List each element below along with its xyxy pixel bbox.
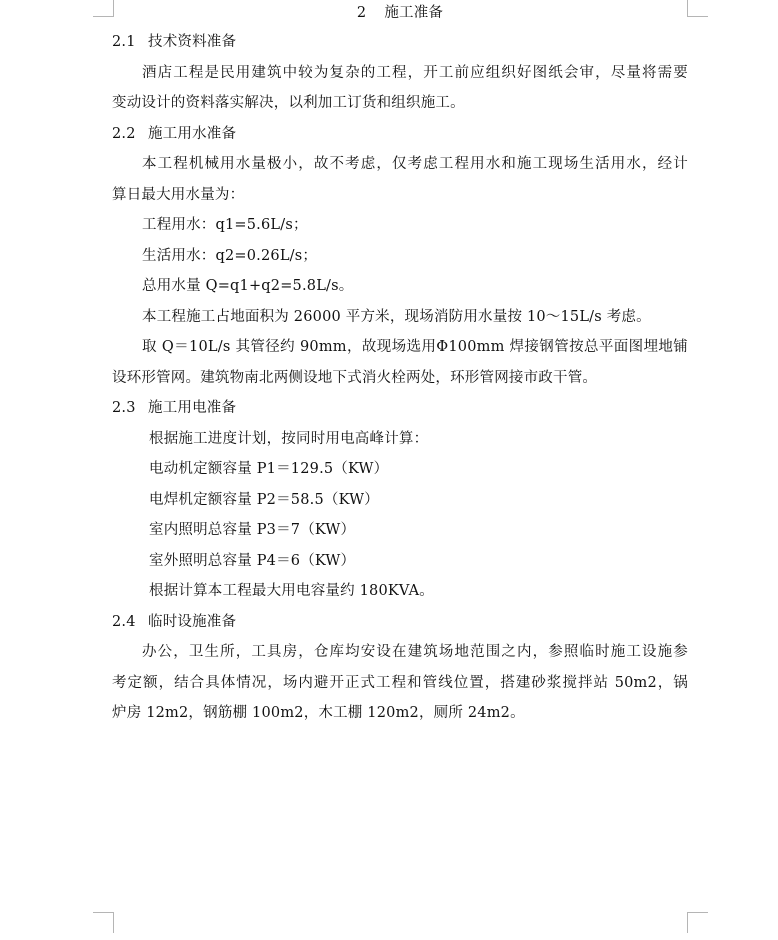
chapter-title-text: 施工准备	[384, 5, 444, 21]
chapter-title	[112, 0, 688, 26]
section-number: 2.2	[112, 125, 136, 142]
section-heading-2-3	[112, 393, 688, 424]
paragraph-line: 考定额，结合具体情况，场内避开正式工程和管线位置，搭建砂浆搅拌站 50m2，锅	[112, 674, 688, 691]
paragraph-line: 办公，卫生所，工具房，仓库均安设在建筑场地范围之内，参照临时施工设施参	[142, 644, 688, 660]
paragraph-line: 室外照明总容量 P4＝6（KW）	[149, 552, 356, 569]
crop-mark-bottom-right	[687, 912, 708, 933]
section-heading-2-4	[112, 607, 688, 638]
paragraph-line: 本工程机械用水量极小，故不考虑，仅考虑工程用水和施工现场生活用水，经计	[142, 156, 688, 172]
chapter-number: 2	[356, 5, 367, 21]
paragraph-line: 室内照明总容量 P3＝7（KW）	[149, 522, 356, 538]
paragraph-line: 炉房 12m2，钢筋棚 100m2，木工棚 120m2，厕所 24m2。	[112, 705, 525, 721]
section-heading-2-2	[112, 119, 688, 150]
paragraph-line: 根据计算本工程最大用电容量约 180KVA。	[149, 583, 434, 599]
section-title: 技术资料准备	[148, 34, 237, 50]
paragraph-line: 电动机定额容量 P1＝129.5（KW）	[149, 461, 389, 477]
section-number: 2.3	[112, 400, 136, 416]
section-title: 施工用电准备	[148, 400, 237, 416]
section-heading-2-1	[112, 27, 688, 58]
paragraph-line: 本工程施工占地面积为 26000 平方米，现场消防用水量按 10～15L/s 考虑。	[142, 308, 651, 325]
paragraph-line: 变动设计的资料落实解决，以利加工订货和组织施工。	[112, 95, 465, 111]
crop-mark-bottom-left	[93, 912, 114, 933]
paragraph-line: 生活用水：q2=0.26L/s；	[142, 247, 318, 264]
paragraph-line: 根据施工进度计划，按同时用电高峰计算：	[149, 430, 429, 447]
crop-mark-top-right	[687, 0, 708, 17]
document-body	[112, 0, 688, 729]
section-title: 临时设施准备	[148, 613, 237, 630]
paragraph-line: 设环形管网。建筑物南北两侧设地下式消火栓两处，环形管网接市政干管。	[112, 369, 598, 386]
paragraph-line: 总用水量 Q=q1+q2=5.8L/s。	[142, 278, 354, 294]
paragraph-line: 酒店工程是民用建筑中较为复杂的工程，开工前应组织好图纸会审，尽量将需要	[142, 64, 688, 81]
section-number: 2.1	[112, 34, 136, 50]
paragraph-line: 取 Q＝10L/s 其管径约 90mm，故现场选用Φ100mm 焊接钢管按总平面图埋地铺	[142, 339, 688, 355]
crop-mark-top-left	[93, 0, 114, 17]
paragraph-line: 算日最大用水量为：	[112, 186, 245, 203]
section-number: 2.4	[112, 613, 136, 630]
paragraph-line: 工程用水：q1=5.6L/s；	[142, 217, 308, 233]
section-title: 施工用水准备	[148, 125, 237, 142]
paragraph-line: 电焊机定额容量 P2＝58.5（KW）	[149, 491, 379, 508]
